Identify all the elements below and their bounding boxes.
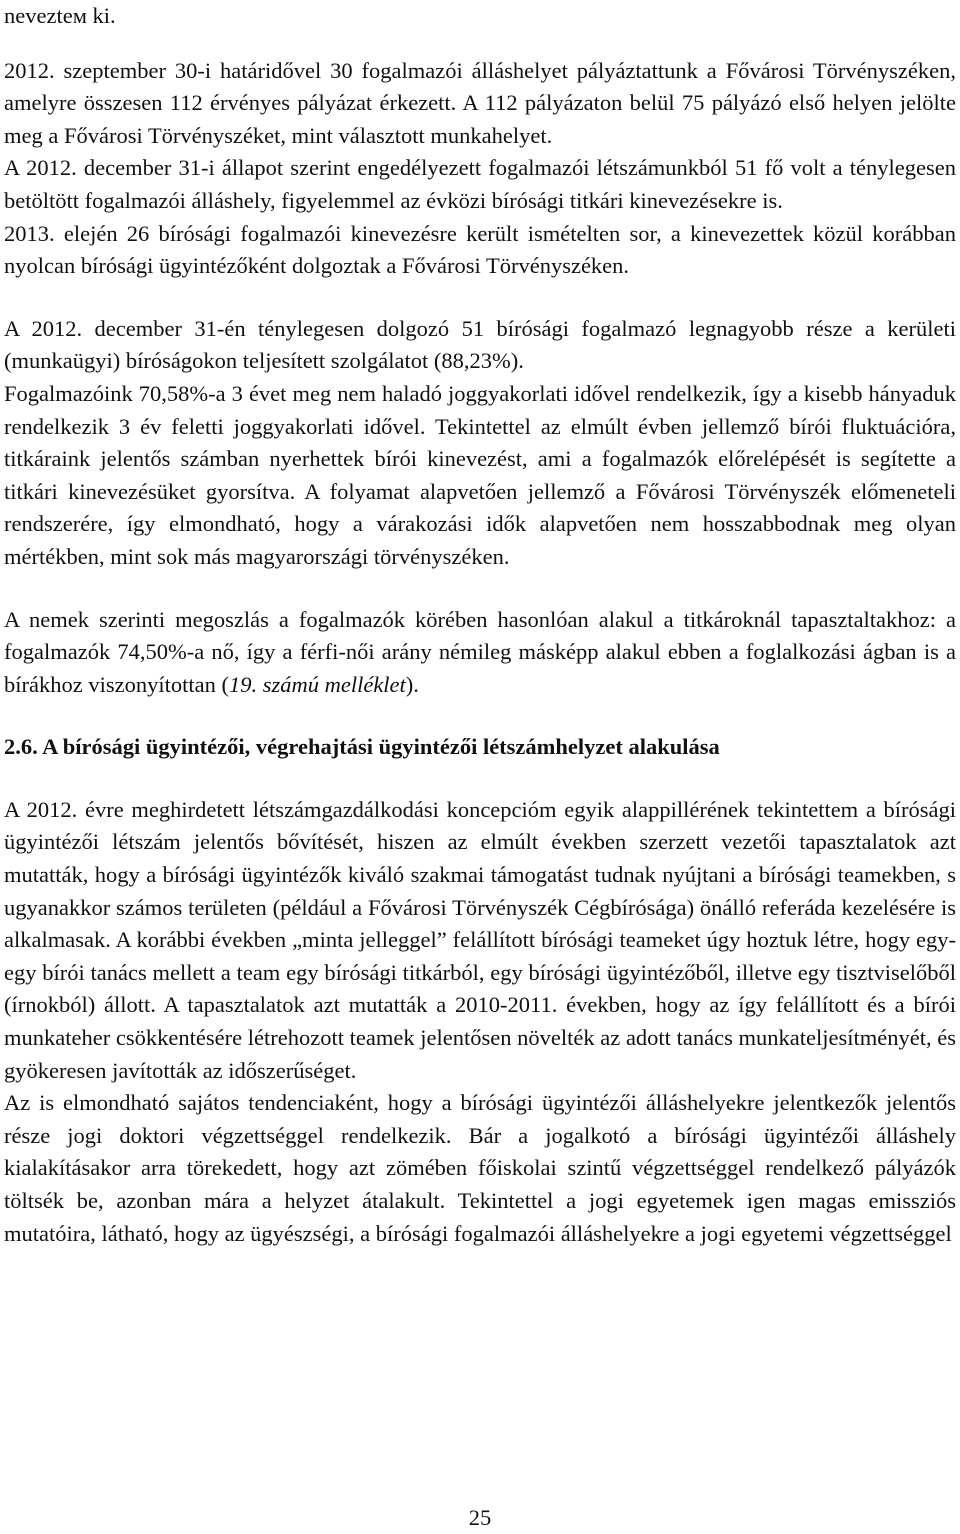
paragraph-experience: Fogalmazóink 70,58%-a 3 évet meg nem haladó joggyakorlati idővel rendelkezik, így a kisebb hányaduk rendelkezik 3 év feletti joggyakorlati idővel. Tekintettel az elmúlt évben jellemző bírói fluktuációra, titkáraink jelentős számban nyerhettek bírói kinevezést, ami a fogalmazók előrelépését is segítette a titkári kinevezésüket gyorsítva. A folyamat alapvetően jellemző a Fővárosi Törvényszék előmeneteli rendszerére, így elmondható, hogy a várakozási idők alapvetően nem hosszabbodnak meg olyan mértékben, mint sok más magyarországi törvényszéken.: [4, 380, 956, 569]
paragraph-tendency: Az is elmondható sajátos tendenciaként, hogy a bírósági ügyintézői álláshelyekre jelentkezők jelentős része jogi doktori végzettséggel rendelkezik. Bár a jogalkotó a bírósági ügyintézői álláshely kialakításakor arra törekedett, hogy azt zömében főiskolai szintű végzettséggel rendelkező pályázók töltsék be, azonban mára a helyzet átalakult. Tekintettel a jogi egyetemek igen magas emissziós mutatóira, látható, hogy az ügyészségi, a bírósági fogalmazói álláshelyekre a jogi egyetemi végzettséggel: [4, 1090, 956, 1246]
section-heading: 2.6. A bírósági ügyintézői, végrehajtási ügyintézői létszámhelyzet alakulása: [4, 734, 720, 760]
annex-reference: 19. számú melléklet: [228, 671, 406, 697]
paragraph-gender-end: ).: [405, 671, 419, 697]
paragraph-headcount: A 2012. december 31-i állapot szerint engedélyezett fogalmazói létszámunkból 51 fő volt a ténylegesen betöltött fogalmazói álláshely, figyelemmel az évközi bírósági titkári kinevezésekre is.: [4, 155, 956, 213]
page-number: 25: [468, 1505, 492, 1530]
paragraph-concept: A 2012. évre meghirdetett létszámgazdálkodási koncepcióm egyik alappillérének tekintettem a bírósági ügyintézői létszám jelentős bővítését, hiszen az elmúlt években szerzett vezetői tapasztalatok azt mutatták, hogy a bírósági ügyintézők kiváló szakmai támogatást tudnak nyújtani a bírósági teamekben, s ugyanakkor számos területen (például a Fővárosi Törvényszék Cégbírósága) önálló referáda kezelésére is alkalmasak. A korábbi években „minta jelleggel” felállított bírósági teameket úgy hoztuk létre, hogy egy-egy bírói tanács mellett a team egy bírósági titkárból, egy bírósági ügyintézőből, illetve egy tisztviselőből (írnokból) állott. A tapasztalatok azt mutatták a 2010-2011. években, hogy az így felállított és a bírói munkateher csökkentésére létrehozott teamek jelentősen növelték az adott tanács munkateljesítményét, és gyökeresen javították az időszerűséget.: [4, 796, 956, 1083]
spacer: [4, 764, 956, 794]
spacer: [4, 701, 956, 731]
paragraph-district-courts: A 2012. december 31-én ténylegesen dolgozó 51 bírósági fogalmazó legnagyobb része a kerületi (munkaügyi) bíróságokon teljesített szolgálatot (88,23%).: [4, 315, 956, 374]
paragraph-applications: 2012. szeptember 30-i határidővel 30 fogalmazói álláshelyet pályáztattunk a Fővárosi Törvényszéken, amelyre összesen 112 érvényes pályázat érkezett. A 112 pályázaton belül 75 pályázó első helyen jelölte meg a Fővárosi Törvényszéket, mint választott munkahelyet.: [4, 57, 956, 148]
document-page: [4, 0, 956, 1250]
paragraph-appointments: 2013. elején 26 bírósági fogalmazói kinevezésre került ismételten sor, a kinevezettek közül korábban nyolcan bírósági ügyintézőként dolgoztak a Fővárosi Törvényszéken.: [4, 220, 956, 279]
spacer: [4, 283, 956, 313]
spacer: [4, 33, 956, 55]
paragraph-gender: [4, 604, 956, 702]
paragraph-continuation: nevezteм ki.: [4, 3, 116, 28]
spacer: [4, 574, 956, 604]
paragraph-gender-text: A nemek szerinti megoszlás a fogalmazók körében hasonlóan alakul a titkároknál tapasztaltakhoz: a fogalmazók 74,50%-a nő, így a férfi-női arány némileg másképp alakul ebben a foglalkozási ágban is a bírákhoz viszonyítottan (: [4, 606, 956, 697]
